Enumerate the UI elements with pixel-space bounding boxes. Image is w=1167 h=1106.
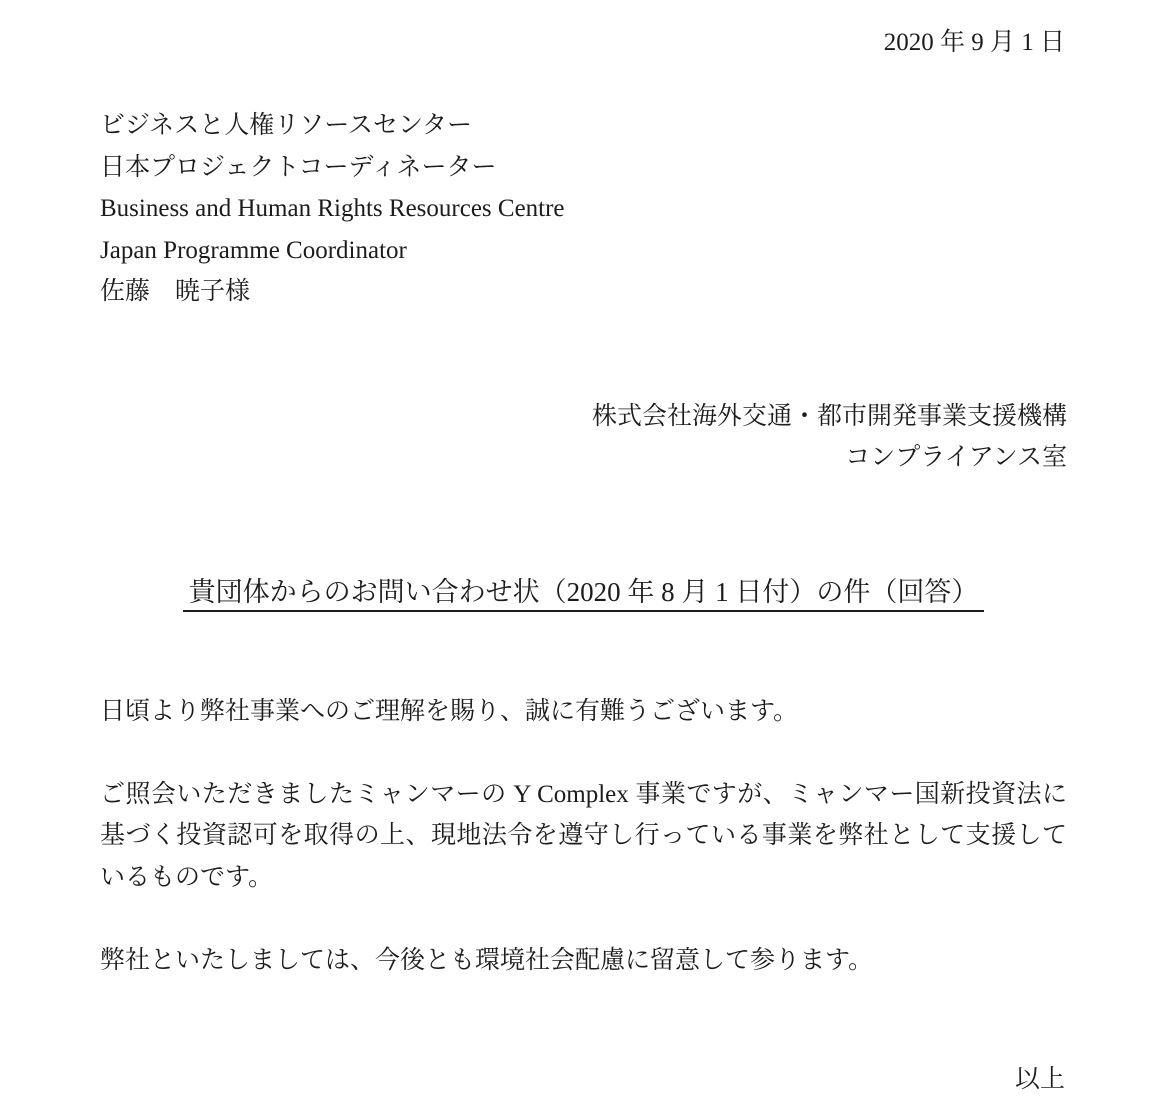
subject-title: 貴団体からのお問い合わせ状（2020 年 8 月 1 日付）の件（回答） bbox=[183, 577, 985, 612]
recipient-organization-ja: ビジネスと人権リソースセンター bbox=[100, 112, 473, 139]
recipient-organization-en: Business and Human Rights Resources Centre bbox=[100, 195, 565, 222]
body-paragraph-response: ご照会いただきましたミャンマーの Y Complex 事業ですが、ミャンマー国新投資法に基づく投資認可を取得の上、現地法令を遵守し行っている事業を弊社として支援しているものです。 bbox=[100, 780, 1067, 891]
sender-organization: 株式会社海外交通・都市開発事業支援機構 bbox=[591, 402, 1067, 430]
recipient-block bbox=[100, 105, 1067, 313]
body-paragraph-greeting: 日頃より弊社事業へのご理解を賜り、誠に有難うございます。 bbox=[100, 697, 799, 725]
recipient-role-ja: 日本プロジェクトコーディネーター bbox=[100, 153, 497, 181]
closing-ijou: 以上 bbox=[1014, 1066, 1065, 1093]
sender-block bbox=[100, 396, 1067, 479]
recipient-role-en: Japan Programme Coordinator bbox=[100, 236, 407, 264]
sender-department: コンプライアンス室 bbox=[845, 444, 1067, 471]
subject-line bbox=[100, 569, 1067, 615]
letter-date: 2020 年 9 月 1 日 bbox=[883, 29, 1065, 56]
body-paragraph-commitment: 弊社といたしましては、今後とも環境社会配慮に留意して参ります。 bbox=[100, 946, 874, 974]
recipient-person-name: 佐藤 暁子様 bbox=[100, 278, 251, 305]
